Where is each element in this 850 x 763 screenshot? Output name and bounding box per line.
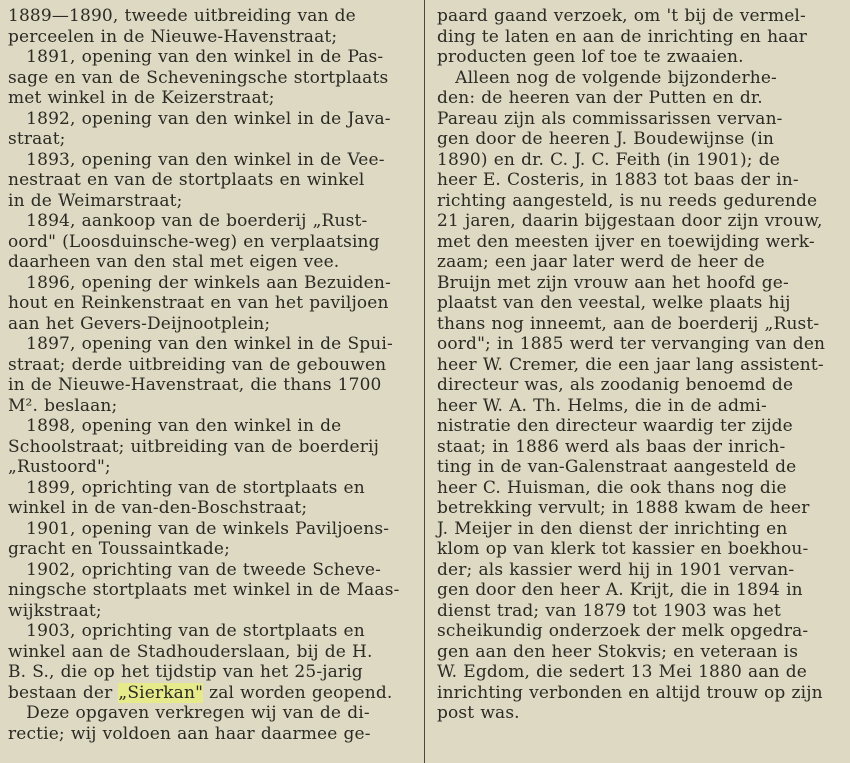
text-line: daarheen van den stal met eigen vee. <box>8 252 340 272</box>
text-line: dienst trad; van 1879 tot 1903 was het <box>437 600 781 621</box>
text-line: Deze opgaven verkregen wij van de di- <box>8 703 370 723</box>
text-line: 1901, opening van de winkels Paviljoens- <box>8 518 390 539</box>
text-line: 1890) en dr. C. J. C. Feith (in 1901); de <box>437 149 780 170</box>
text-line: oord" (Loosduinsche-weg) en verplaatsing <box>8 231 380 252</box>
text-line: heer W. Cremer, die een jaar lang assistent- <box>437 354 824 375</box>
column-divider <box>424 0 425 763</box>
text-line: 1893, opening van den winkel in de Vee- <box>8 149 385 170</box>
text-line: gracht en Toussaintkade; <box>8 539 230 559</box>
text-line: Pareau zijn als commissarissen vervan- <box>437 108 783 129</box>
text-line: gen door den heer A. Krijt, die in 1894 in <box>437 580 803 600</box>
text-line: J. Meijer in den dienst der inrichting en <box>437 518 788 539</box>
text-line: producten geen lof toe te zwaaien. <box>437 47 744 67</box>
right-column <box>437 6 839 724</box>
text-line: 1894, aankoop van de boerderij „Rust- <box>8 211 368 231</box>
text-line: der; als kassier werd hij in 1901 vervan- <box>437 559 795 580</box>
text-line: plaatst van den veestal, welke plaats hij <box>437 293 791 313</box>
text-line: 1891, opening van den winkel in de Pas- <box>8 47 384 67</box>
text-line: 1897, opening van den winkel in de Spui- <box>8 334 393 354</box>
line-start: bestaan der <box>8 682 119 703</box>
text-line: ningsche stortplaats met winkel in de Maas- <box>8 580 400 600</box>
text-line: directeur was, als zoodanig benoemd de <box>437 375 794 395</box>
text-line: gen aan den heer Stokvis; en veteraan is <box>437 641 799 662</box>
highlighted-word: „Sierkan" <box>118 682 204 703</box>
text-line: M². beslaan; <box>8 395 118 416</box>
text-line: klom op van klerk tot kassier en boekhou- <box>437 539 809 559</box>
text-line: richting aangesteld, is nu reeds gedurende <box>437 190 818 211</box>
text-line: 1903, oprichting van de stortplaats en <box>8 621 365 641</box>
text-line: scheikundig onderzoek der melk opgedra- <box>437 621 809 641</box>
text-line: W. Egdom, die sedert 13 Mei 1880 aan de <box>437 662 807 682</box>
highlighted-line <box>8 683 416 704</box>
text-line: winkel aan de Stadhouderslaan, bij de H. <box>8 641 373 662</box>
text-line: B. S., die op het tijdstip van het 25-jarig <box>8 662 363 682</box>
text-line: den: de heeren van der Putten en dr. <box>437 88 763 108</box>
text-line: sage en van de Scheveningsche stortplaats <box>8 67 389 88</box>
text-line: nistratie den directeur waardig ter zijde <box>437 416 793 436</box>
text-line: 1889—1890, tweede uitbreiding van de <box>8 6 356 26</box>
text-line: thans nog inneemt, aan de boerderij „Rust- <box>437 313 820 334</box>
text-line: staat; in 1886 werd als baas der inrich- <box>437 436 786 457</box>
text-line: inrichting verbonden en altijd trouw op zijn <box>437 682 823 703</box>
text-line: in de Nieuwe-Havenstraat, die thans 1700 <box>8 375 382 395</box>
text-line: ting in de van-Galenstraat aangesteld de <box>437 457 797 477</box>
text-line: 21 jaren, daarin bijgestaan door zijn vrouw, <box>437 211 823 231</box>
text-line: Bruijn met zijn vrouw aan het hoofd ge- <box>437 272 789 293</box>
text-line: 1898, opening van den winkel in de <box>8 416 342 436</box>
line-end: zal worden geopend. <box>203 682 393 703</box>
text-line: zaam; een jaar later werd de heer de <box>437 252 765 272</box>
text-line: nestraat en van de stortplaats en winkel <box>8 170 365 190</box>
text-line: hout en Reinkenstraat en van het paviljoen <box>8 293 389 313</box>
text-line: post was. <box>437 703 520 723</box>
text-line: 1902, oprichting van de tweede Scheve- <box>8 559 381 580</box>
text-line: heer E. Costeris, in 1883 tot baas der in- <box>437 170 799 190</box>
text-line: straat; <box>8 129 66 149</box>
text-line: aan het Gevers-Deijnootplein; <box>8 313 271 334</box>
text-line: winkel in de van-den-Boschstraat; <box>8 498 308 518</box>
text-line: oord"; in 1885 werd ter vervanging van den <box>437 334 826 354</box>
text-line: met winkel in de Keizerstraat; <box>8 88 275 108</box>
text-line: gen door de heeren J. Boudewijnse (in <box>437 129 775 149</box>
left-column <box>8 6 416 744</box>
text-line: „Rustoord"; <box>8 457 111 477</box>
text-line: perceelen in de Nieuwe-Havenstraat; <box>8 26 338 47</box>
text-line: in de Weimarstraat; <box>8 190 183 211</box>
text-line: heer W. A. Th. Helms, die in de admi- <box>437 395 767 416</box>
text-line: ding te laten en aan de inrichting en haar <box>437 26 808 47</box>
text-line: Schoolstraat; uitbreiding van de boerderij <box>8 436 380 457</box>
text-line: betrekking vervult; in 1888 kwam de heer <box>437 498 810 518</box>
text-line: rectie; wij voldoen aan haar daarmee ge- <box>8 723 371 744</box>
text-line: 1892, opening van den winkel in de Java- <box>8 108 391 129</box>
text-line: straat; derde uitbreiding van de gebouwen <box>8 354 387 375</box>
text-line: heer C. Huisman, die ook thans nog die <box>437 477 787 498</box>
text-line: 1896, opening der winkels aan Bezuiden- <box>8 272 391 293</box>
text-line: wijkstraat; <box>8 600 102 621</box>
text-line: met den meesten ijver en toewijding werk- <box>437 231 815 252</box>
text-line: paard gaand verzoek, om 't bij de vermel- <box>437 6 806 26</box>
text-line: Alleen nog de volgende bijzonderhe- <box>437 67 777 88</box>
text-line: 1899, oprichting van de stortplaats en <box>8 477 365 498</box>
